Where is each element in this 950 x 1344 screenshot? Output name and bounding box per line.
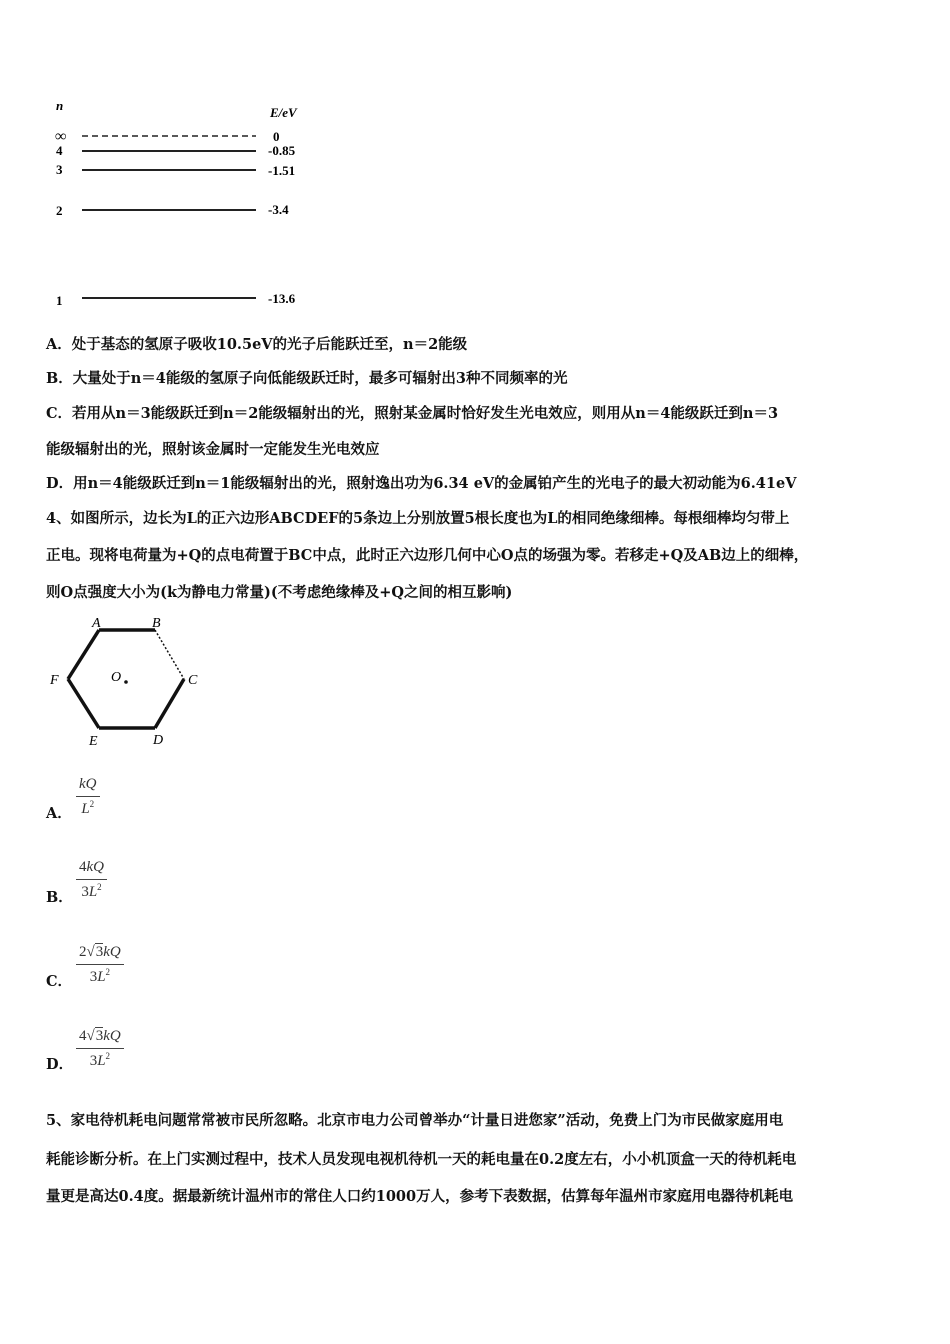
level-n-infinity: ∞ <box>55 128 67 145</box>
q4-option-c-den-text: L <box>97 969 106 985</box>
level-energy-1: -13.6 <box>268 291 296 306</box>
energy-level-diagram <box>40 95 370 310</box>
level-energy-2: -3.4 <box>268 202 289 217</box>
vertex-label-e: E <box>89 734 98 747</box>
hexagon-edge-bc <box>155 630 184 679</box>
q4-option-b-den-text: L <box>88 884 98 900</box>
q4-option-d-sqrt-coef: 4 <box>79 1028 87 1044</box>
vertex-label-b: B <box>152 616 161 631</box>
q5-text-line1: 5、家电待机耗电问题常常被市民所忽略。北京市电力公司曾举办“计量日进您家”活动，免费上门为市民做家庭用电 <box>46 1112 784 1129</box>
q4-option-b-letter: B． <box>46 889 73 906</box>
q4-option-d-den-text: L <box>97 1053 106 1069</box>
q4-option-d-denominator <box>76 1051 124 1070</box>
q4-option-d-sqrt-arg: 3 <box>95 1028 104 1044</box>
q4-option-b-num-text: kQ <box>86 859 104 875</box>
hexagon-edge-ef <box>68 679 99 728</box>
q4-option-a-denominator <box>76 799 100 818</box>
level-n-4: 4 <box>56 143 63 158</box>
sqrt-symbol: √ <box>86 1028 95 1044</box>
level-n-3: 3 <box>56 162 63 177</box>
vertex-label-f: F <box>50 673 59 688</box>
q4-option-c-den-coef: 3 <box>89 969 98 985</box>
q4-option-a-den-text: L <box>81 801 90 817</box>
energy-axis-label: E/eV <box>270 105 297 120</box>
q5-text-line3: 量更是高达0.4度。据最新统计温州市的常住人口约1000万人，参考下表数据，估算每年温州市家庭用电器待机耗电 <box>46 1188 794 1205</box>
level-energy-3: -1.51 <box>268 163 296 178</box>
level-n-2: 2 <box>56 203 63 218</box>
q4-option-a-num-text: kQ <box>79 776 97 792</box>
center-point <box>124 680 128 684</box>
hexagon-edge-cd <box>155 679 184 728</box>
level-energy-infinity: 0 <box>273 129 280 144</box>
q4-option-a-letter: A． <box>46 805 72 822</box>
exponent: 2 <box>97 882 102 892</box>
q4-option-b-denominator <box>76 882 107 901</box>
q4-option-c-numerator <box>76 944 124 961</box>
vertex-label-a: A <box>92 616 101 631</box>
center-label-o: O <box>111 670 122 685</box>
q4-option-d-fraction <box>76 1028 124 1070</box>
q4-option-b-num-coef: 4 <box>79 859 87 875</box>
q4-option-c-fraction <box>76 944 124 986</box>
q3-option-b: B．大量处于n＝4能级的氢原子向低能级跃迁时，最多可辐射出3种不同频率的光 <box>46 370 568 387</box>
q4-option-a-fraction <box>76 776 100 818</box>
level-n-1: 1 <box>56 293 63 308</box>
exponent: 2 <box>105 1051 111 1061</box>
q4-option-c-denominator <box>76 967 124 986</box>
level-energy-4: -0.85 <box>268 143 296 158</box>
q4-option-c-num-text: kQ <box>103 944 121 960</box>
q4-option-a-numerator <box>76 776 100 793</box>
sqrt-symbol: √ <box>86 944 95 960</box>
fraction-bar <box>76 964 124 965</box>
q3-option-c-line2: 能级辐射出的光，照射该金属时一定能发生光电效应 <box>46 441 380 458</box>
q4-option-d-num-text: kQ <box>103 1028 121 1044</box>
q4-text-line1: 4、如图所示，边长为L的正六边形ABCDEF的5条边上分别放置5根长度也为L的相同绝缘细棒。每根细棒均匀带上 <box>46 510 790 527</box>
exponent: 2 <box>105 967 111 977</box>
fraction-bar <box>76 879 107 880</box>
q4-text-line2: 正电。现将电荷量为+Q的点电荷置于BC中点，此时正六边形几何中心O点的场强为零。若移走+Q及AB边上的细棒， <box>46 547 809 564</box>
q5-text-line2: 耗能诊断分析。在上门实测过程中，技术人员发现电视机待机一天的耗电量在0.2度左右，小小机顶盒一天的待机耗电 <box>46 1151 797 1168</box>
hexagon-edge-fa <box>68 630 99 679</box>
q3-option-a: A．处于基态的氢原子吸收10.5eV的光子后能跃迁至，n＝2能级 <box>46 336 468 353</box>
q4-option-d-den-coef: 3 <box>89 1053 98 1069</box>
q4-option-b-fraction <box>76 859 107 901</box>
q4-option-c-letter: C． <box>46 973 73 990</box>
q4-option-b-den-coef: 3 <box>81 884 89 900</box>
fraction-bar <box>76 796 100 797</box>
q4-text-line3: 则O点强度大小为(k为静电力常量)(不考虑绝缘棒及+Q之间的相互影响) <box>46 584 513 601</box>
q4-option-b-numerator <box>76 859 107 876</box>
q4-option-d-numerator <box>76 1028 124 1045</box>
hexagon-figure <box>44 612 214 747</box>
q3-option-c-line1: C．若用从n＝3能级跃迁到n＝2能级辐射出的光，照射某金属时恰好发生光电效应，则用从n＝4能级跃迁到n＝3 <box>46 405 779 422</box>
q4-option-c-sqrt-coef: 2 <box>79 944 87 960</box>
vertex-label-c: C <box>188 673 198 688</box>
exponent: 2 <box>89 799 95 809</box>
vertex-label-d: D <box>153 733 164 747</box>
fraction-bar <box>76 1048 124 1049</box>
n-axis-label: n <box>56 98 64 113</box>
q4-option-d-letter: D． <box>46 1056 74 1073</box>
q3-option-d: D．用n＝4能级跃迁到n＝1能级辐射出的光，照射逸出功为6.34 eV的金属铂产生的光电子的最大初动能为6.41eV <box>46 475 797 492</box>
q4-option-c-sqrt-arg: 3 <box>95 944 104 960</box>
